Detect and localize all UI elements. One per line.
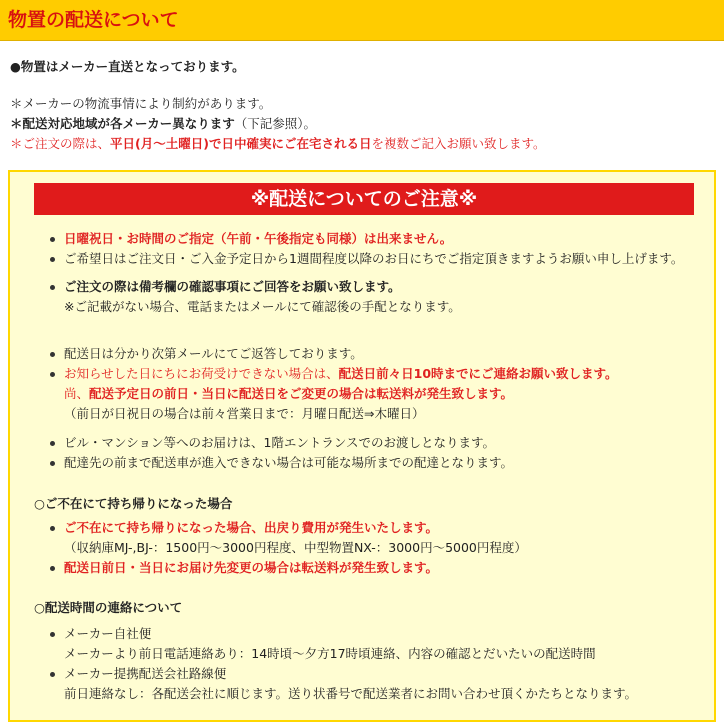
list-item-sub: （収納庫MJ-,BJ-：1500円～3000円程度、中型物置NX-：3000円～5000円程度） <box>64 540 527 555</box>
contact-section-title: ○配送時間の連絡について <box>34 600 183 615</box>
list-item-text-strong: 配送日前々日10時までにご連絡お願い致します。 <box>338 366 618 381</box>
notice-banner: ※配送についてのご注意※ <box>34 183 694 215</box>
list-item-text: お知らせした日にちにお荷受けできない場合は、 <box>64 366 339 381</box>
list-item-sub: ※ご記載がない場合、電話またはメールにて確認後の手配となります。 <box>64 299 461 314</box>
intro-line-order <box>10 134 716 154</box>
intro-order-a: ＊ご注文の際は、 <box>10 136 111 151</box>
list-item: 配送日は分かり次第メールにてご返答しております。 <box>48 344 708 364</box>
intro-regions-note: （下記参照）。 <box>234 116 317 131</box>
list-item <box>48 277 708 317</box>
list-item-sub <box>64 384 708 404</box>
absent-section-title: ○ご不在にて持ち帰りになった場合 <box>34 496 233 511</box>
intro-line-regions <box>10 114 716 134</box>
absent-list <box>48 518 708 578</box>
list-item <box>48 518 708 558</box>
contact-list <box>48 624 708 704</box>
list-item: ご希望日はご注文日・ご入金予定日から1週間程度以降のお日にちでご指定頂きますようお願い申し上げます。 <box>48 249 708 269</box>
list-item-text: ご注文の際は備考欄の確認事項にご回答をお願い致します。 <box>64 279 401 294</box>
intro-section <box>10 58 716 154</box>
page-title: 物置の配送について <box>8 9 179 31</box>
delivery-notice-box <box>8 170 716 722</box>
list-item-text: ご不在にて持ち帰りになった場合、出戻り費用が発生いたします。 <box>64 520 439 535</box>
list-item-sub-note: （前日が日祝日の場合は前々営業日まで：月曜日配送⇒木曜日） <box>64 406 425 421</box>
page-header <box>0 0 724 41</box>
intro-line-logistics: ＊メーカーの物流事情により制約があります。 <box>10 96 272 111</box>
intro-order-c: を複数ご記入お願い致します。 <box>371 136 546 151</box>
list-item-sub: 前日連絡なし：各配送会社に順じます。送り状番号で配送業者にお問い合わせ頂くかたちとなります。 <box>64 686 638 701</box>
intro-lead: ●物置はメーカー直送となっております。 <box>10 59 245 74</box>
intro-regions-bold: ＊配送対応地域が各メーカー異なります <box>10 116 235 131</box>
list-item: 配達先の前まで配送車が進入できない場合は可能な場所までの配達となります。 <box>48 453 708 473</box>
list-item-sub: メーカーより前日電話連絡あり：14時頃～夕方17時頃連絡、内容の確認とだいたいの配送時間 <box>64 646 596 661</box>
intro-order-b: 平日(月～土曜日)で日中確実にご在宅される日 <box>110 136 372 151</box>
list-item: 日曜祝日・お時間のご指定（午前・午後指定も同様）は出来ません。 <box>48 229 708 249</box>
list-item <box>48 364 708 424</box>
list-item-text: メーカー自社便 <box>64 626 152 641</box>
list-item <box>48 624 708 664</box>
notice-group-1 <box>48 229 708 317</box>
notice-group-3 <box>48 433 708 473</box>
notice-group-2 <box>48 344 708 424</box>
list-item: ビル・マンション等へのお届けは、1階エントランスでのお渡しとなります。 <box>48 433 708 453</box>
list-item-sub-strong: 配送予定日の前日・当日に配送日をご変更の場合は転送料が発生致します。 <box>89 386 514 401</box>
list-item <box>48 664 708 704</box>
list-item-text: メーカー提携配送会社路線便 <box>64 666 227 681</box>
list-item: 配送日前日・当日にお届け先変更の場合は転送料が発生致します。 <box>48 558 708 578</box>
list-item-sub-lead: 尚、 <box>64 386 90 401</box>
